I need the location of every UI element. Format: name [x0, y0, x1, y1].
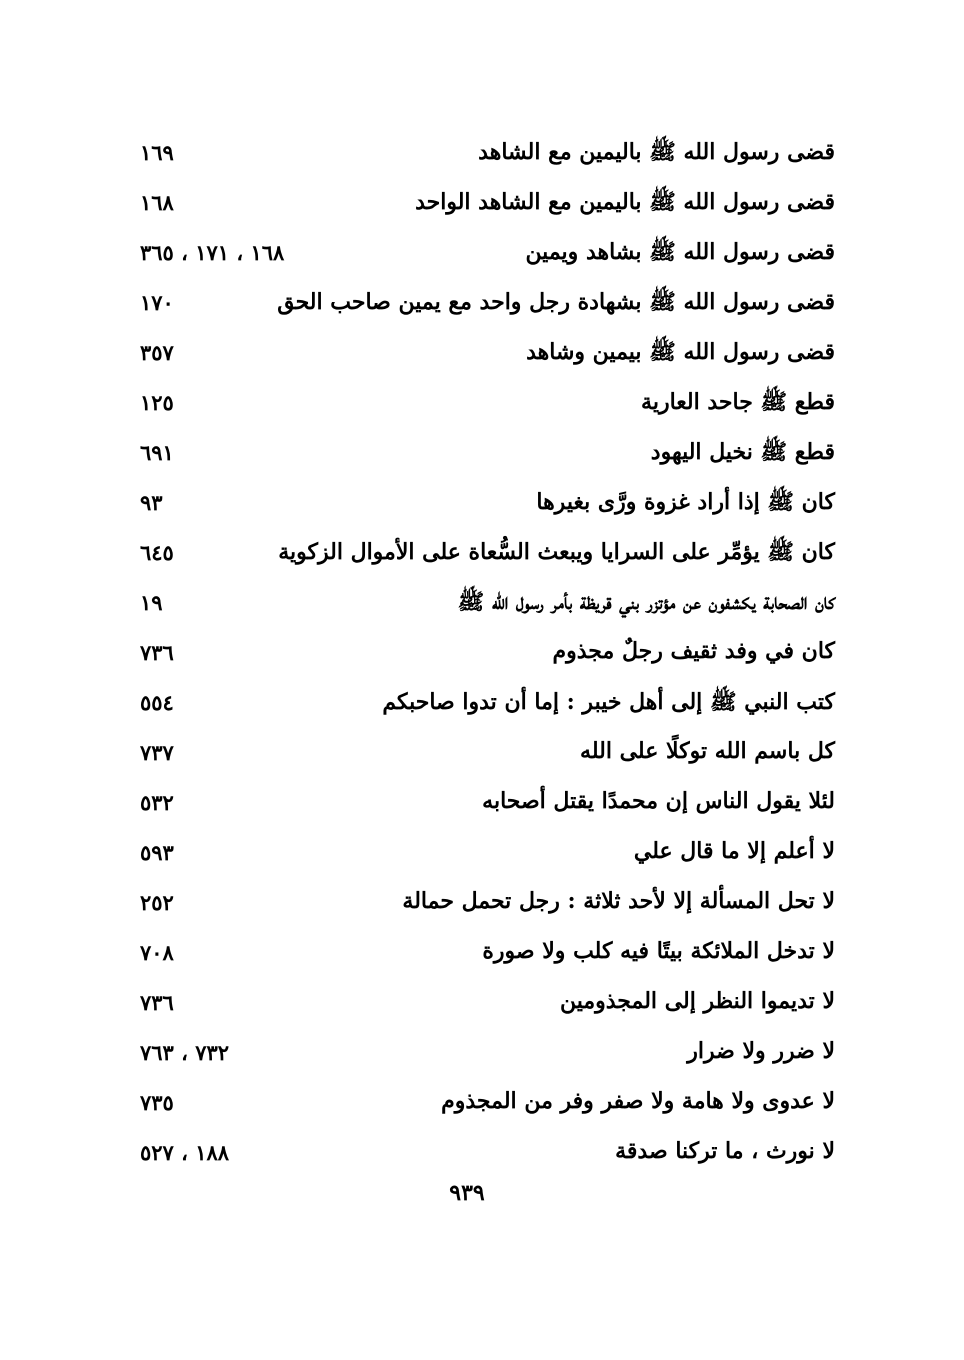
entry-page-refs: ٢٥٢ — [140, 890, 174, 915]
entry-text: قضى رسول الله ﷺ باليمين مع الشاهد — [478, 139, 835, 165]
index-entry — [135, 130, 835, 180]
index-entry — [135, 530, 835, 580]
entry-text: كتب النبي ﷺ إلى أهل خيبر : إما أن تدوا صاحبكم — [382, 689, 835, 715]
entry-text: قضى رسول الله ﷺ باليمين مع الشاهد الواحد — [415, 189, 835, 215]
entry-page-refs: ٥٥٤ — [140, 690, 174, 715]
entry-page-refs: ٣٥٧ — [140, 340, 174, 365]
index-entry — [135, 1080, 835, 1130]
index-entry — [135, 580, 835, 630]
entry-page-refs: ١٧٠ — [140, 290, 174, 315]
entry-text: قطع ﷺ جاحد العارية — [641, 389, 835, 415]
index-entry — [135, 180, 835, 230]
index-entry — [135, 380, 835, 430]
entry-page-refs: ٧٣٧ — [140, 740, 174, 765]
entry-text: قضى رسول الله ﷺ بشاهد ويمين — [525, 239, 835, 265]
index-entry — [135, 880, 835, 930]
index-entry — [135, 1130, 835, 1180]
entry-page-refs: ٦٩١ — [140, 440, 174, 465]
entry-page-refs: ٦٤٥ — [140, 540, 174, 565]
index-entry — [135, 830, 835, 880]
index-entry — [135, 1030, 835, 1080]
index-entry — [135, 480, 835, 530]
entry-page-refs: ٧٣٦ — [140, 990, 174, 1015]
entry-page-refs: ٥٣٢ — [140, 790, 174, 815]
entry-text: لا تديموا النظر إلى المجذومين — [559, 988, 835, 1014]
entry-text: كان ﷺ يؤمِّر على السرايا ويبعث السُّعاة على الأموال الزكوية — [278, 539, 835, 565]
entry-page-refs: ٧٣٥ — [140, 1090, 174, 1115]
entry-text: قضى رسول الله ﷺ بشهادة رجل واحد مع يمين صاحب الحق — [277, 289, 835, 315]
entry-text: لا تدخل الملائكة بيتًا فيه كلب ولا صورة — [482, 938, 835, 964]
entry-page-refs: ١٦٨ — [140, 190, 174, 215]
entry-text: قضى رسول الله ﷺ بيمين وشاهد — [526, 339, 835, 365]
entry-page-refs: ٥٩٣ — [140, 840, 174, 865]
entry-page-refs: ١٦٨ ، ١٧١ ، ٣٦٥ — [140, 240, 285, 265]
index-entry — [135, 630, 835, 680]
entry-text: لا نورث ، ما تركنا صدقة — [615, 1138, 835, 1164]
entry-page-refs: ٩٣ — [140, 490, 163, 515]
index-entry — [135, 280, 835, 330]
entry-page-refs: ٧٣٢ ، ٧٦٣ — [140, 1040, 230, 1065]
entry-page-refs: ١٢٥ — [140, 390, 174, 415]
page-number: ٩٣٩ — [449, 1180, 485, 1206]
entry-text: قطع ﷺ نخيل اليهود — [650, 439, 835, 465]
index-entry — [135, 730, 835, 780]
entry-text: لا تحل المسألة إلا لأحد ثلاثة : رجل تحمل حمالة — [402, 888, 835, 914]
entry-text: كان ﷺ إذا أراد غزوة ورَّى بغيرها — [536, 489, 835, 515]
hadith-index-list — [135, 130, 835, 1180]
entry-text: لا ضرر ولا ضرار — [687, 1038, 835, 1064]
entry-page-refs: ٧٣٦ — [140, 640, 174, 665]
index-entry — [135, 930, 835, 980]
index-entry — [135, 980, 835, 1030]
entry-page-refs: ٧٠٨ — [140, 940, 174, 965]
index-entry — [135, 330, 835, 380]
entry-text: لا أعلم إلا ما قال علي — [633, 838, 835, 864]
index-entry — [135, 680, 835, 730]
index-entry — [135, 780, 835, 830]
index-entry — [135, 230, 835, 280]
entry-page-refs: ١٦٩ — [140, 140, 174, 165]
entry-text: كل باسم الله توكلًا على الله — [580, 738, 835, 764]
entry-page-refs: ١٩ — [140, 590, 163, 615]
entry-text: كان في وفد ثقيف رجلٌ مجذوم — [552, 638, 835, 664]
index-entry — [135, 430, 835, 480]
entry-text: لئلا يقول الناس إن محمدًا يقتل أصحابه — [482, 788, 835, 814]
entry-text: كان الصحابة يكشفون عن مؤتزر بني قريظة بأمر رسول الله ﷺ — [457, 589, 835, 615]
entry-page-refs: ١٨٨ ، ٥٢٧ — [140, 1140, 230, 1165]
entry-text: لا عدوى ولا هامة ولا صفر وفر من المجذوم — [441, 1088, 835, 1114]
